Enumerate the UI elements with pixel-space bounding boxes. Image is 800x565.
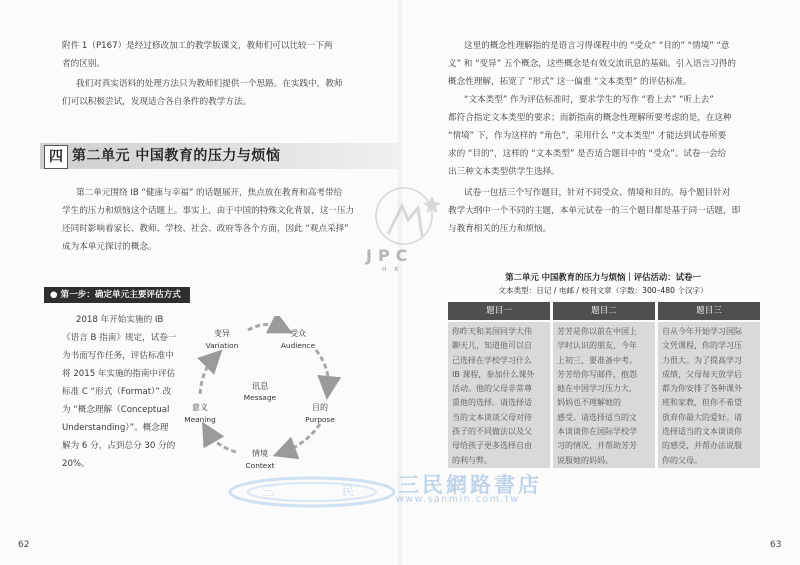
cell-line: IB 课程，参加什么课外 (452, 369, 535, 379)
text-line: 解为 6 分，占到总分 30 分的 (62, 441, 176, 451)
cell-line: 聊天儿，知道他可以自 (452, 341, 532, 351)
cell-line: 班和家教，但你不希望 (662, 398, 742, 408)
store-watermark-icon (226, 470, 398, 510)
cell-line: 你的父母。 (662, 455, 702, 465)
cell-line: 放弃你最大的爱好。请 (662, 412, 742, 422)
cell-line: 当的文本谈谈父母对待 (452, 412, 532, 422)
text-line: 这里的概念性理解指的是语言习得课程中的 “受众” “目的” “情境” “意 (464, 41, 730, 51)
column-header: 题目三 (658, 302, 760, 320)
text-line: 们可以积极尝试，发现适合各自条件的教学方法。 (62, 97, 252, 107)
cell-line: 学时认识的朋友，今年 (557, 341, 637, 351)
concept-en: Meaning (184, 415, 216, 424)
cell-line: 都为你安排了各种课外 (662, 384, 742, 394)
cell-line: 你昨天和美国同学大伟 (452, 327, 532, 336)
text-line: 标准 C “形式（Format）” 改 (62, 387, 172, 397)
cell-line: 的利与弊。 (452, 455, 492, 465)
text-line: 与教育相关的压力和烦恼。 (448, 224, 552, 234)
cell-line: 说服她的妈妈。 (557, 455, 613, 465)
text-line: 学生的压力和烦恼这个话题上。事实上，由于中国的特殊文化背景，这一压力 (62, 206, 355, 216)
cell-line: 本谈谈你在国际学校学 (557, 427, 637, 437)
text-line: 将 2015 年实施的指南中评估 (62, 369, 176, 379)
text-line: 成为本单元探讨的概念。 (62, 242, 157, 252)
right-paragraph-1 (448, 37, 764, 238)
cell-line: 重他的选择。请选择适 (452, 398, 532, 408)
store-watermark: 三民網路書店 (398, 472, 542, 497)
cell-line: 上初三，要准备中考。 (557, 355, 637, 365)
cell-line: 芳芳给你写邮件，抱怨 (557, 369, 637, 379)
concept-message (244, 380, 276, 404)
cell-line: 文凭课程，你的学习压 (662, 341, 742, 351)
text-line: 为 “概念理解（Conceptual (62, 405, 170, 415)
concept-context (246, 448, 275, 472)
store-url-watermark: www.sanmin.com.tw (396, 494, 520, 505)
page-number-right: 63 (770, 540, 782, 550)
text-line: 《语言 B 指南》规定，试卷一 (62, 333, 177, 343)
text-line: Understanding）”。概念理 (62, 423, 169, 433)
concept-cn: 受众 (289, 329, 306, 338)
text-line: 2018 年开始实施的 IB (76, 315, 164, 325)
cell-line: 成绩，父母每天放学后 (662, 369, 742, 379)
cell-line: 芳芳是你以前在中国上 (557, 327, 637, 336)
cell-line: 母给孩子更多选择自由 (452, 441, 532, 451)
text-line: 还同时影响着家长、教师、学校、社会、政府等各个方面，因此 “观点采择” (62, 224, 349, 234)
concept-en: Context (245, 461, 275, 470)
side-paragraph (62, 311, 180, 473)
section-title: 第二单元 中国教育的压力与烦恼 (72, 148, 281, 164)
column-header: 题目一 (448, 302, 550, 320)
concept-en: Message (243, 393, 277, 402)
text-line: 义” 和 “变异” 五个概念，这些概念是有效交流讯息的基础。引入语言习得的 (448, 59, 736, 69)
intro-paragraph-2 (62, 75, 382, 111)
text-line: 都符合指定文本类型的要求；而新指南的概念性理解所要考虑的是，在这种 (448, 113, 732, 123)
cell-line: 的感受，并帮办法说服 (662, 441, 742, 451)
text-line: 我们对真实语料的处理方法只为教师们提供一个思路。在实践中，教师 (76, 79, 343, 89)
concept-cn: 目的 (311, 403, 328, 412)
text-line: 者的区别。 (62, 59, 105, 69)
concept-cycle-diagram (178, 316, 358, 474)
logo-text: JPC (366, 246, 414, 265)
watermark-ring-left: 三 (262, 484, 275, 498)
cell-line: 感受。请选择适当的文 (557, 412, 637, 422)
concept-cn: 变异 (213, 329, 230, 338)
step-heading: ● 第一步：确定单元主要评估方式 (44, 287, 190, 303)
text-line: 附件 1（P167）是经过修改加工的教学版课文，教师们可以比较一下两 (62, 41, 333, 51)
watermark-ring-right: 民 (342, 484, 355, 498)
cell-line: 己选择在学校学习什么 (452, 355, 532, 365)
cell-line: 妈妈也不理解她的 (557, 398, 621, 408)
section-number: 四 (44, 145, 68, 169)
concept-audience (281, 328, 315, 352)
cell-line: 力很大。为了提高学习 (662, 355, 742, 365)
text-line: 求的 “目的”，这样的 “文本类型” 是否适合题目中的 “受众”。试卷一会给 (448, 149, 727, 159)
cell-line: 她在中国学习压力大， (557, 384, 637, 394)
concept-cn: 讯息 (251, 381, 269, 391)
table-cell (448, 322, 550, 468)
page-number-left: 62 (18, 540, 30, 550)
concept-variation (206, 328, 239, 352)
text-line: 20%。 (62, 459, 90, 469)
concept-purpose (305, 402, 335, 426)
table-cell (553, 322, 655, 468)
cell-line: 选择适当的文本谈谈你 (662, 427, 742, 437)
text-line: “情境” 下，作为这样的 “角色”，采用什么 “文本类型” 才能达到试卷所要 (448, 131, 727, 141)
concept-cn: 意义 (191, 403, 208, 412)
logo-subtext: HK (382, 266, 407, 273)
body-paragraph (62, 184, 392, 256)
text-line: 为书面写作任务，评估标准中 (62, 351, 174, 361)
intro-paragraph-1 (62, 37, 382, 73)
concept-en: Variation (205, 341, 239, 350)
concept-en: Audience (280, 341, 316, 350)
concept-cn: 情境 (251, 449, 268, 458)
column-header: 题目二 (553, 302, 655, 320)
cell-line: 活动。他的父母非常尊 (452, 384, 532, 394)
text-line: 第二单元围绕 IB “健康与幸福” 的话题展开，焦点放在教育和高考带给 (76, 188, 343, 198)
text-line: 出三种文本类型供学生选择。 (448, 167, 560, 177)
cell-line: 习的情况，并帮助芳芳 (557, 441, 637, 451)
text-line: 概念性理解，拓宽了 “形式” 这一偏重 “文本类型” 的评估标准。 (448, 77, 692, 87)
cell-line: 自从今年开始学习国际 (662, 327, 742, 336)
concept-meaning (184, 402, 216, 426)
table-cell (658, 322, 760, 468)
table-subtitle: 文本类型：日记 / 电邮 / 校刊文章（字数：300–480 个汉字） (498, 286, 708, 295)
cell-line: 孩子的不同做法以及父 (452, 427, 532, 437)
text-line: “文本类型” 作为评估标准时，要求学生的写作 “看上去” “听上去” (464, 95, 714, 105)
table-title: 第二单元 中国教育的压力与烦恼｜评估活动：试卷一 (505, 272, 701, 282)
concept-en: Purpose (305, 415, 335, 424)
text-line: 试卷一包括三个写作题目，针对不同受众、情境和目的。每个题目针对 (464, 188, 731, 198)
assessment-table (448, 302, 760, 468)
text-line: 教学大纲中一个不同的主题，本单元试卷一的三个题目都是基于同一话题，即 (448, 206, 741, 216)
